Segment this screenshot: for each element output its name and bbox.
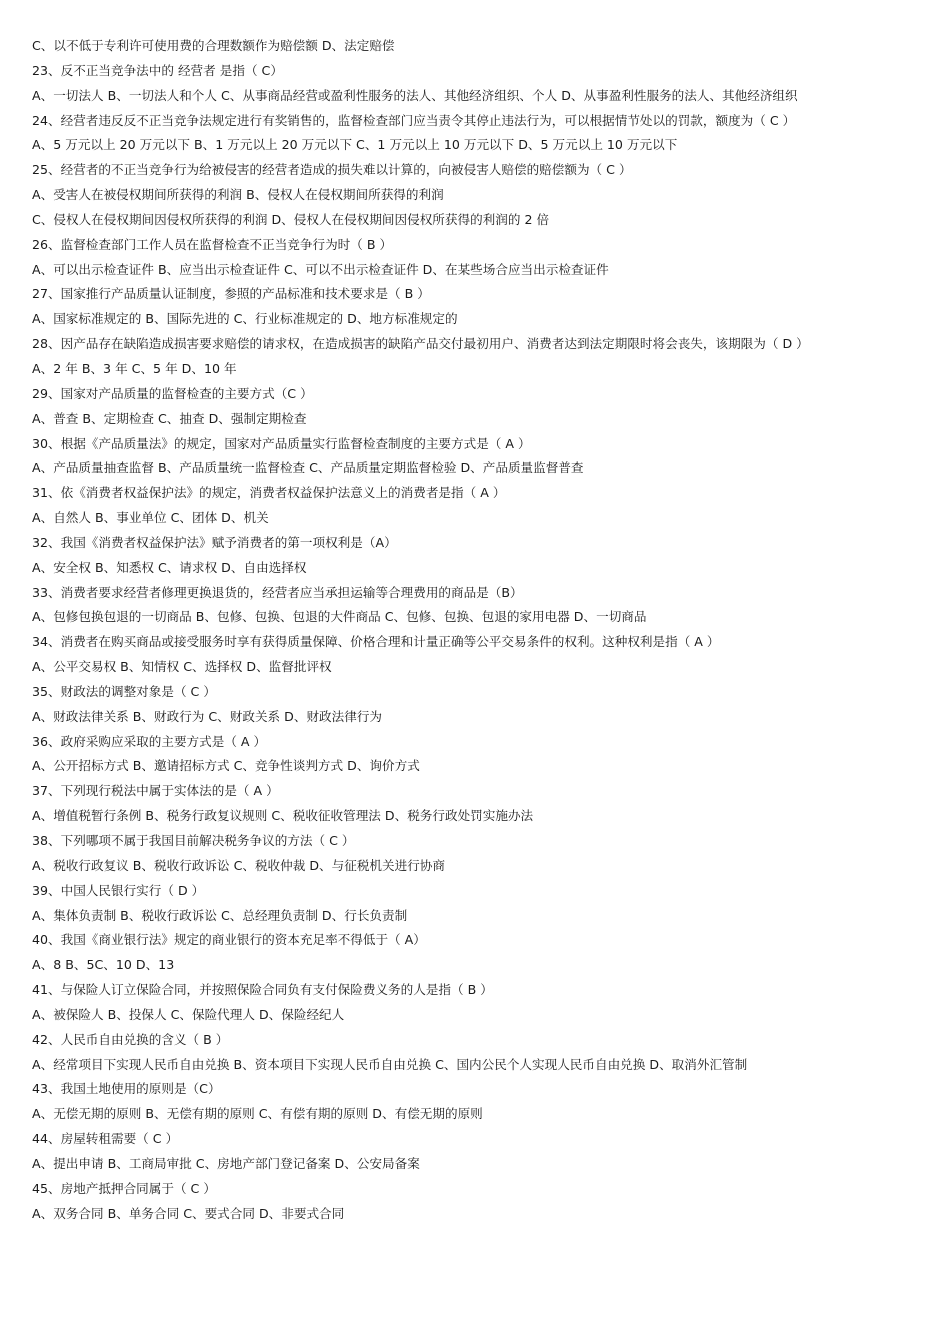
options-28: A、2 年 B、3 年 C、5 年 D、10 年 [32, 360, 237, 376]
question-34: 34、消费者在购买商品或接受服务时享有获得质量保障、价格合理和计量正确等公平交易条件的权利。这种权利是指（ A ） [32, 634, 720, 650]
options-41: A、被保险人 B、投保人 C、保险代理人 D、保险经纪人 [32, 1006, 345, 1022]
options-23: A、一切法人 B、一切法人和个人 C、从事商品经营或盈利性服务的法人、其他经济组织、个人 D、从事盈利性服务的法人、其他经济组织 [32, 87, 798, 103]
text-line: C、以不低于专利许可使用费的合理数额作为赔偿额 D、法定赔偿 [32, 38, 395, 53]
options-45: A、双务合同 B、单务合同 C、要式合同 D、非要式合同 [32, 1205, 345, 1221]
options-37: A、增值税暂行条例 B、税务行政复议规则 C、税收征收管理法 D、税务行政处罚实施办法 [32, 808, 534, 824]
question-29: 29、国家对产品质量的监督检查的主要方式（C ） [32, 385, 313, 401]
question-45: 45、房地产抵押合同属于（ C ） [32, 1180, 216, 1196]
question-35: 35、财政法的调整对象是（ C ） [32, 683, 216, 699]
question-41: 41、与保险人订立保险合同，并按照保险合同负有支付保险费义务的人是指（ B ） [32, 982, 493, 998]
options-32: A、安全权 B、知悉权 C、请求权 D、自由选择权 [32, 559, 307, 575]
question-43: 43、我国土地使用的原则是（C） [32, 1081, 221, 1097]
question-44: 44、房屋转租需要（ C ） [32, 1131, 179, 1147]
options-42: A、经常项目下实现人民币自由兑换 B、资本项目下实现人民币自由兑换 C、国内公民个人实现人民币自由兑换 D、取消外汇管制 [32, 1056, 748, 1072]
question-30: 30、根据《产品质量法》的规定，国家对产品质量实行监督检查制度的主要方式是（ A ） [32, 435, 531, 451]
options-27: A、国家标准规定的 B、国际先进的 C、行业标准规定的 D、地方标准规定的 [32, 311, 458, 327]
question-36: 36、政府采购应采取的主要方式是（ A ） [32, 733, 267, 749]
options-31: A、自然人 B、事业单位 C、团体 D、机关 [32, 510, 269, 526]
options-33: A、包修包换包退的一切商品 B、包修、包换、包退的大件商品 C、包修、包换、包退的家用电器 D、一切商品 [32, 609, 647, 625]
options-29: A、普查 B、定期检查 C、抽查 D、强制定期检查 [32, 410, 307, 426]
options-39: A、集体负责制 B、税收行政诉讼 C、总经理负责制 D、行长负责制 [32, 907, 408, 923]
question-38: 38、下列哪项不属于我国目前解决税务争议的方法（ C ） [32, 833, 355, 848]
options-34: A、公平交易权 B、知情权 C、选择权 D、监督批评权 [32, 659, 332, 675]
options-40: A、8 B、5C、10 D、13 [32, 957, 175, 973]
options-30: A、产品质量抽查监督 B、产品质量统一监督检查 C、产品质量定期监督检验 D、产品质量监督普查 [32, 460, 584, 476]
question-25: 25、经营者的不正当竞争行为给被侵害的经营者造成的损失难以计算的，向被侵害人赔偿的赔偿额为（ C ） [32, 162, 632, 178]
question-39: 39、中国人民银行实行（ D ） [32, 882, 205, 898]
question-28: 28、因产品存在缺陷造成损害要求赔偿的请求权，在造成损害的缺陷产品交付最初用户、消费者达到法定期限时将会丧失，该期限为（ D ） [32, 336, 809, 352]
options-26: A、可以出示检查证件 B、应当出示检查证件 C、可以不出示检查证件 D、在某些场合应当出示检查证件 [32, 261, 609, 277]
question-40: 40、我国《商业银行法》规定的商业银行的资本充足率不得低于（ A） [32, 932, 426, 948]
options-36: A、公开招标方式 B、邀请招标方式 C、竞争性谈判方式 D、询价方式 [32, 758, 420, 774]
options-24: A、5 万元以上 20 万元以下 B、1 万元以上 20 万元以下 C、1 万元以上 10 万元以下 D、5 万元以上 10 万元以下 [32, 137, 678, 153]
question-24: 24、经营者违反反不正当竞争法规定进行有奖销售的，监督检查部门应当责令其停止违法行为，可以根据情节处以的罚款，额度为（ C ） [32, 112, 796, 128]
options-25-part2: C、侵权人在侵权期间因侵权所获得的利润 D、侵权人在侵权期间因侵权所获得的利润的 2 倍 [32, 211, 550, 227]
question-42: 42、人民币自由兑换的含义（ B ） [32, 1031, 229, 1047]
question-27: 27、国家推行产品质量认证制度，参照的产品标准和技术要求是（ B ） [32, 286, 430, 302]
question-37: 37、下列现行税法中属于实体法的是（ A ） [32, 783, 279, 799]
options-35: A、财政法律关系 B、财政行为 C、财政关系 D、财政法律行为 [32, 708, 383, 724]
options-44: A、提出申请 B、工商局审批 C、房地产部门登记备案 D、公安局备案 [32, 1155, 420, 1171]
options-25-part1: A、受害人在被侵权期间所获得的利润 B、侵权人在侵权期间所获得的利润 [32, 187, 444, 203]
question-31: 31、依《消费者权益保护法》的规定，消费者权益保护法意义上的消费者是指（ A ） [32, 485, 506, 501]
question-23: 23、反不正当竞争法中的 经营者 是指（ C） [32, 62, 283, 78]
question-26: 26、监督检查部门工作人员在监督检查不正当竞争行为时（ B ） [32, 236, 393, 252]
options-43: A、无偿无期的原则 B、无偿有期的原则 C、有偿有期的原则 D、有偿无期的原则 [32, 1106, 483, 1122]
question-33: 33、消费者要求经营者修理更换退货的，经营者应当承担运输等合理费用的商品是（B） [32, 584, 523, 600]
options-38: A、税收行政复议 B、税收行政诉讼 C、税收仲裁 D、与征税机关进行协商 [32, 857, 445, 873]
question-32: 32、我国《消费者权益保护法》赋予消费者的第一项权利是（A） [32, 534, 397, 550]
